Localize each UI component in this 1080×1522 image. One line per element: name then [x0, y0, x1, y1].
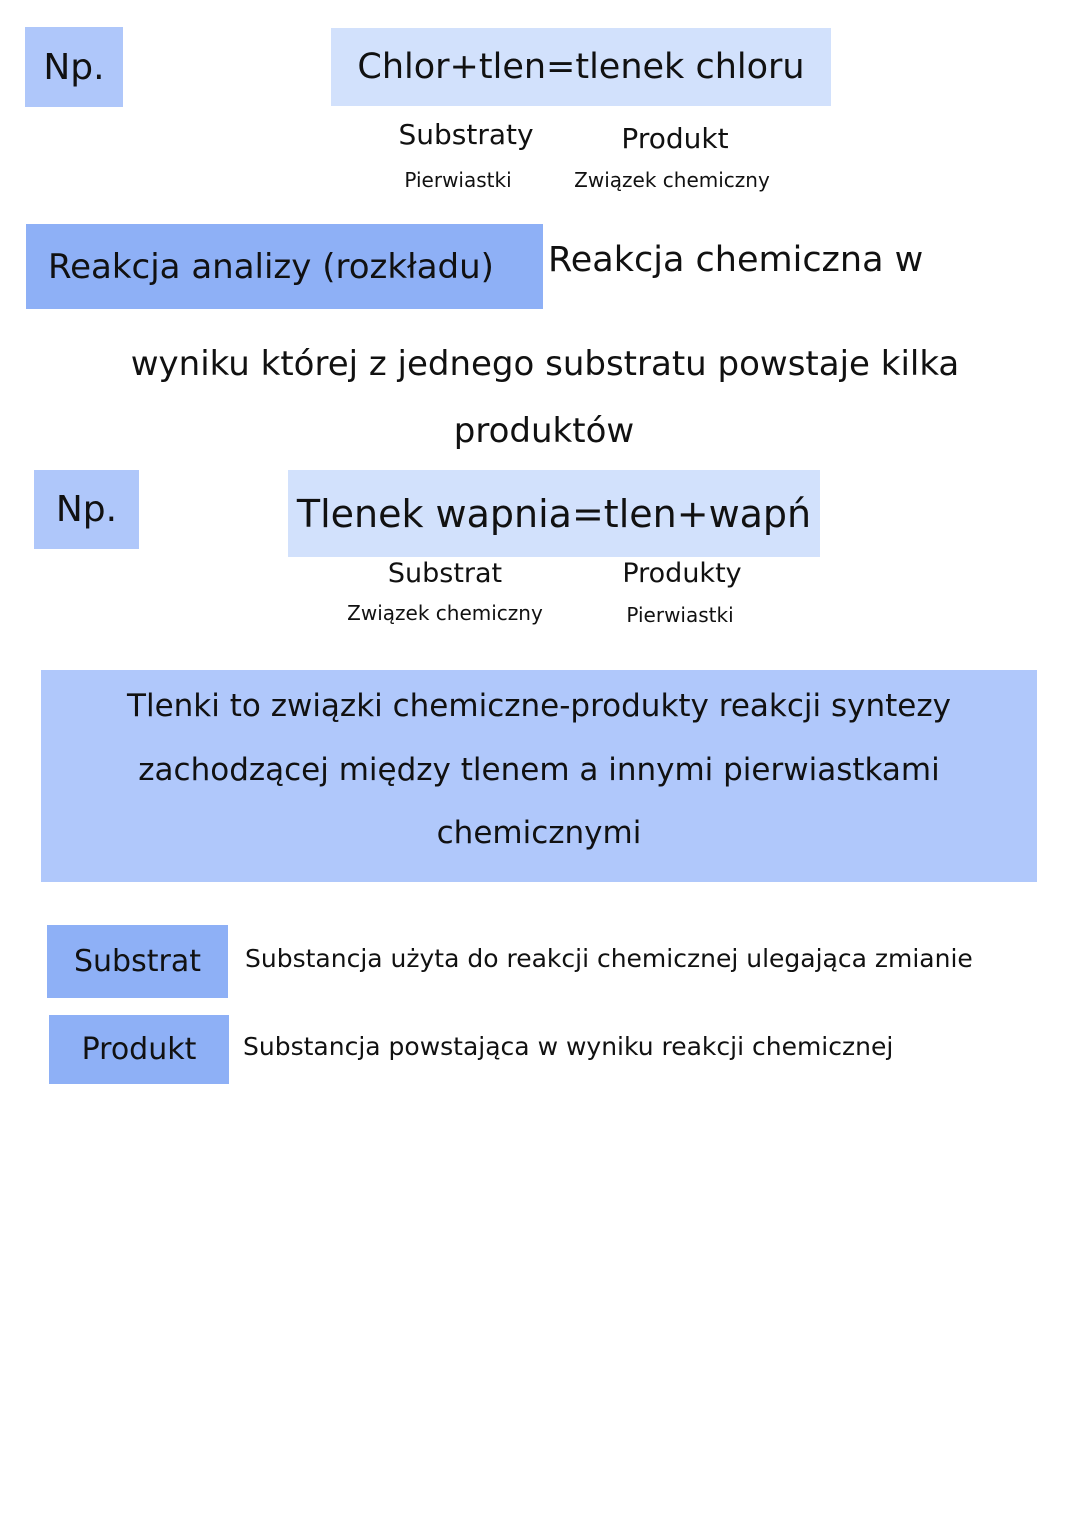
analysis-definition-line-3: produktów: [453, 411, 635, 451]
analysis-definition-line-2: wyniku której z jednego substratu powstaje kilka: [130, 344, 960, 384]
product-type: Związek chemiczny: [574, 168, 770, 192]
oxides-definition-line-1: Tlenki to związki chemiczne-produkty reakcji syntezy: [127, 688, 951, 724]
analysis-definition-line-1: Reakcja chemiczna w: [548, 240, 924, 280]
synthesis-equation: Chlor+tlen=tlenek chloru: [331, 28, 831, 106]
substrates-label: Substraty: [398, 118, 534, 151]
glossary-definition-substrat: Substancja użyta do reakcji chemicznej ulegająca zmianie: [245, 944, 973, 973]
substrate-type: Związek chemiczny: [347, 601, 543, 625]
products-label: Produkty: [622, 558, 742, 589]
oxides-definition-line-3: chemicznymi: [436, 815, 642, 851]
example-label-np: Np.: [34, 470, 139, 549]
oxides-definition-line-2: zachodzącej między tlenem a innymi pierwiastkami: [138, 752, 940, 788]
glossary-term-substrat: Substrat: [47, 925, 228, 998]
glossary-term-produkt: Produkt: [49, 1015, 229, 1084]
analysis-reaction-term: Reakcja analizy (rozkładu): [26, 224, 543, 309]
oxides-definition-box: [41, 670, 1037, 882]
products-type: Pierwiastki: [626, 603, 734, 627]
substrates-type: Pierwiastki: [404, 168, 512, 192]
product-label: Produkt: [621, 122, 729, 155]
glossary-definition-produkt: Substancja powstająca w wyniku reakcji chemicznej: [243, 1032, 894, 1061]
analysis-equation: Tlenek wapnia=tlen+wapń: [288, 470, 820, 557]
example-label-np: Np.: [25, 27, 123, 107]
substrate-label: Substrat: [387, 558, 503, 589]
